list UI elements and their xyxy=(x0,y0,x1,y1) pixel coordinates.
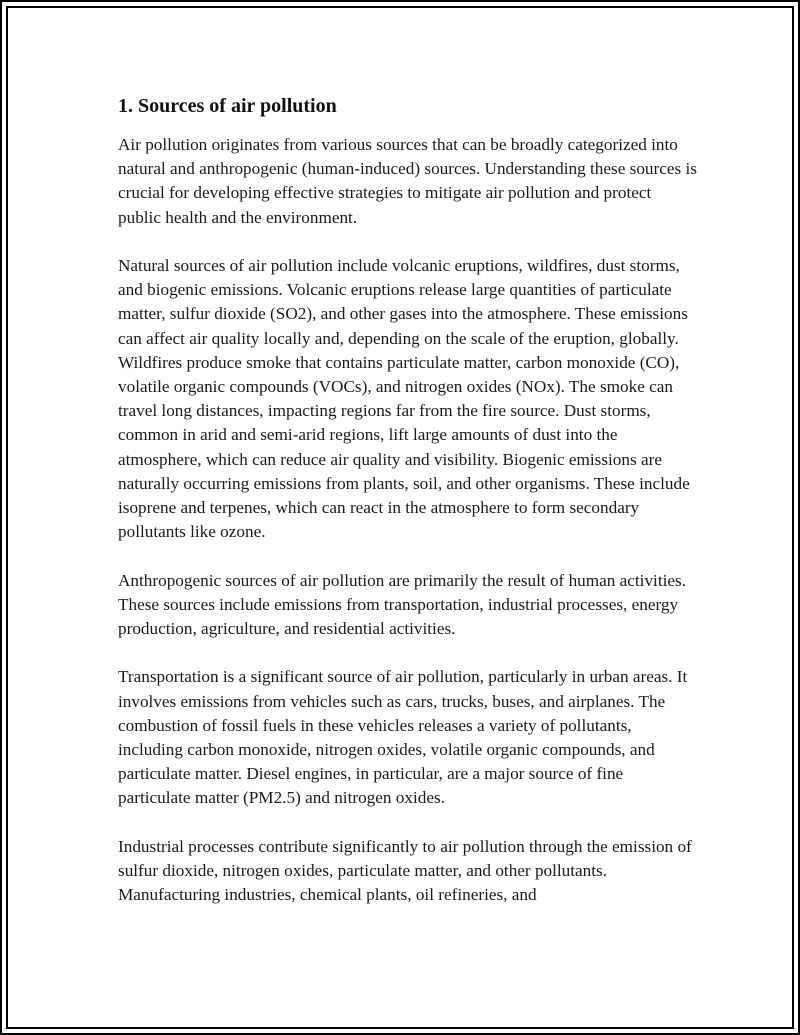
paragraph-intro: Air pollution originates from various sources that can be broadly categorized into natural and anthropogenic (human-induced) sources. Understanding these sources is crucial for developing effective strategies to mitigate air pollution and protect public health and the environment. xyxy=(118,135,697,227)
paragraph-transportation: Transportation is a significant source of air pollution, particularly in urban areas. It involves emissions from vehicles such as cars, trucks, buses, and airplanes. The combustion of fossil fuels in these vehicles releases a variety of pollutants, including carbon monoxide, nitrogen oxides, volatile organic compounds, and particulate matter. Diesel engines, in particular, are a major source of fine particulate matter (PM2.5) and nitrogen oxides. xyxy=(118,667,688,808)
paragraph-natural-sources: Natural sources of air pollution include volcanic eruptions, wildfires, dust storms, and biogenic emissions. Volcanic eruptions release large quantities of particulate matter, sulfur dioxide (SO2), and other gases into the atmosphere. These emissions can affect air quality locally and, depending on the scale of the eruption, globally. Wildfires produce smoke that contains particulate matter, carbon monoxide (CO), volatile organic compounds (VOCs), and nitrogen oxides (NOx). The smoke can travel long distances, impacting regions far from the fire source. Dust storms, common in arid and semi-arid regions, lift large amounts of dust into the atmosphere, which can reduce air quality and visibility. Biogenic emissions are naturally occurring emissions from plants, soil, and other organisms. These include isoprene and terpenes, which can react in the atmosphere to form secondary pollutants like ozone. xyxy=(118,256,690,542)
paragraph-anthropogenic-sources: Anthropogenic sources of air pollution are primarily the result of human activities. These sources include emissions from transportation, industrial processes, energy production, agriculture, and residential activities. xyxy=(118,570,686,639)
paragraph-industrial: Industrial processes contribute significantly to air pollution through the emission of sulfur dioxide, nitrogen oxides, particulate matter, and other pollutants. Manufacturing industries, chemical plants, oil refineries, and xyxy=(118,836,692,905)
section-heading: 1. Sources of air pollution xyxy=(118,95,337,117)
document-body xyxy=(118,94,698,932)
